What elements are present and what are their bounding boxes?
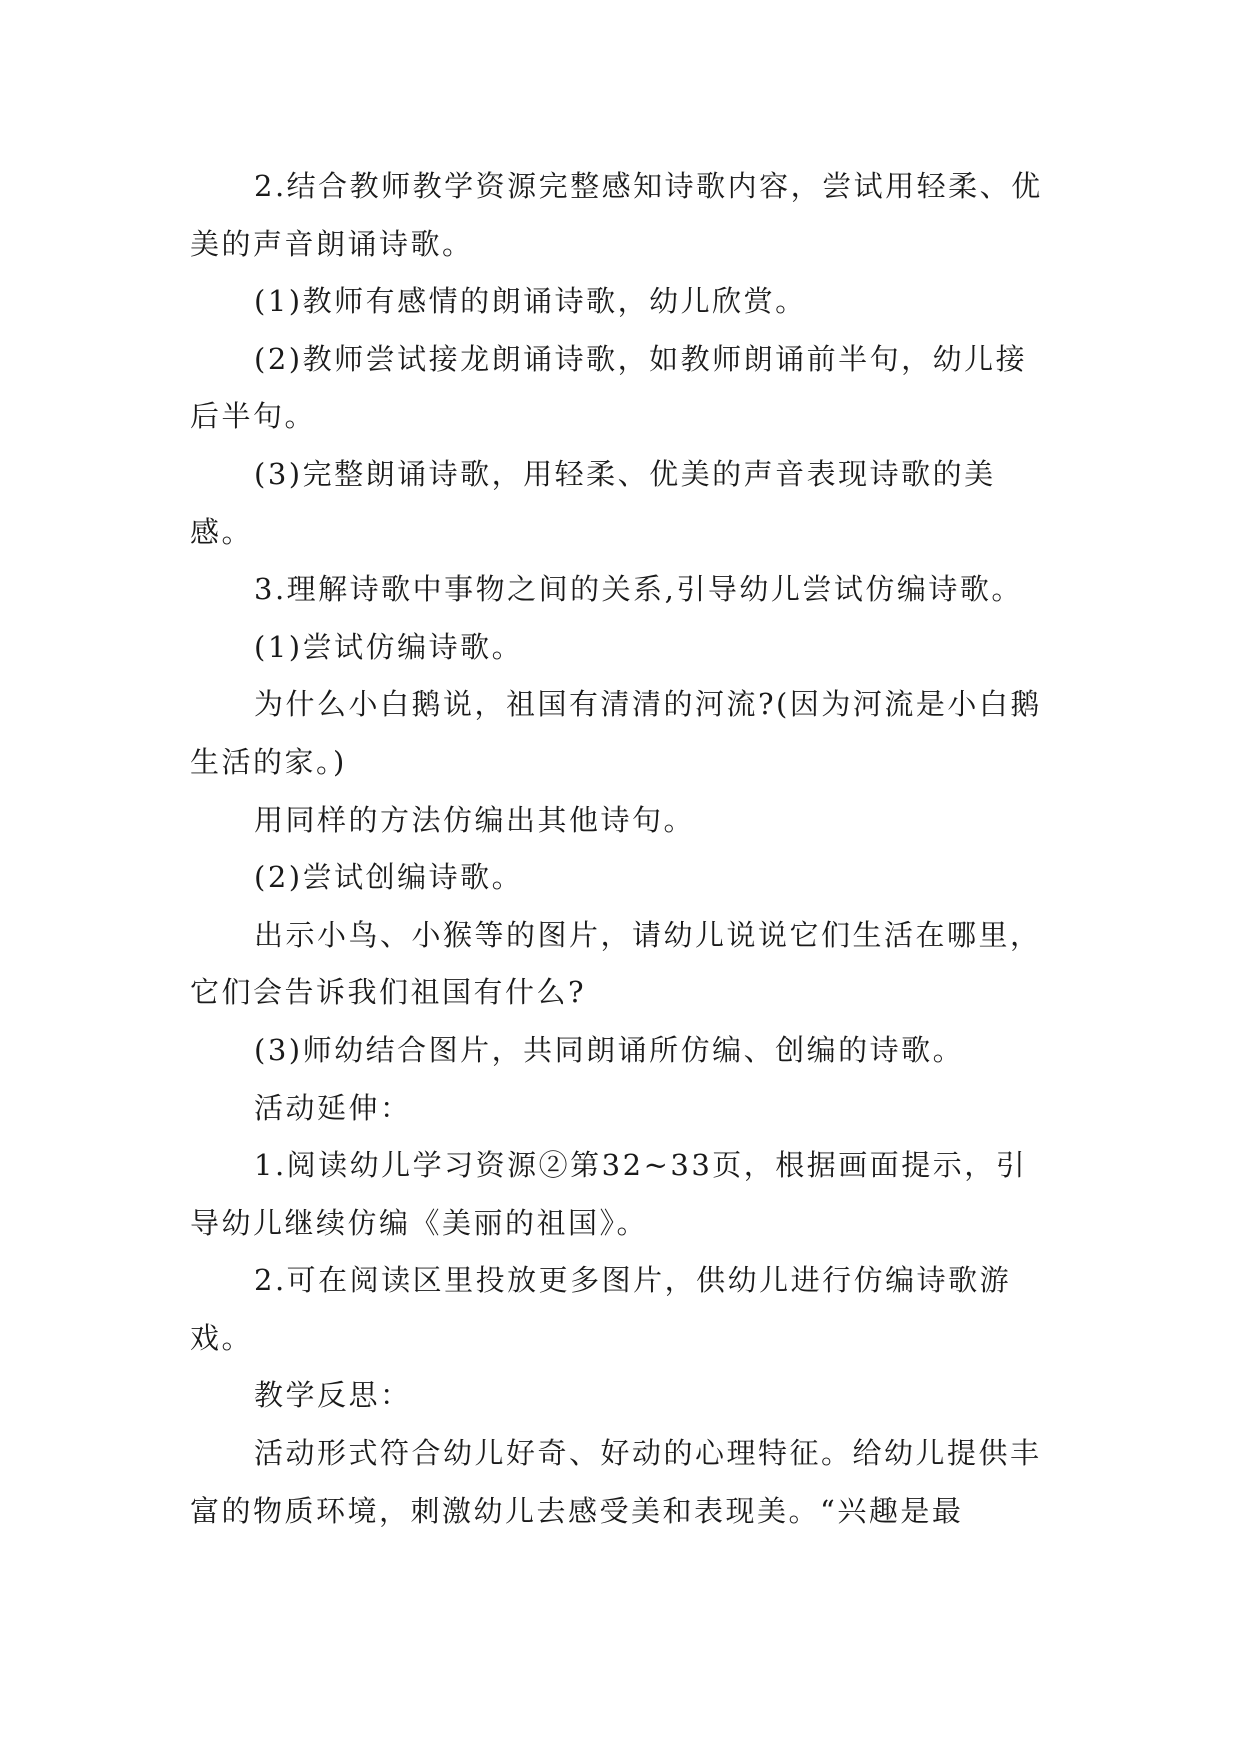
paragraph: 出示小鸟、小猴等的图片，请幼儿说说它们生活在哪里，它们会告诉我们祖国有什么? xyxy=(190,917,1042,1010)
paragraph: 用同样的方法仿编出其他诗句。 xyxy=(254,802,696,837)
paragraph: (1)尝试仿编诗歌。 xyxy=(254,629,524,664)
section-heading: 活动延伸： xyxy=(254,1090,412,1125)
paragraph: 活动形式符合幼儿好奇、好动的心理特征。给幼儿提供丰富的物质环境，刺激幼儿去感受美和表现美。“兴趣是最 xyxy=(190,1436,1042,1528)
paragraph: (2)教师尝试接龙朗诵诗歌，如教师朗诵前半句，幼儿接后半句。 xyxy=(190,341,1028,434)
paragraph: 2.结合教师教学资源完整感知诗歌内容，尝试用轻柔、优美的声音朗诵诗歌。 xyxy=(190,169,1043,261)
paragraph: (1)教师有感情的朗诵诗歌，幼儿欣赏。 xyxy=(254,284,807,319)
paragraph: (2)尝试创编诗歌。 xyxy=(254,860,524,895)
paragraph: (3)完整朗诵诗歌，用轻柔、优美的声音表现诗歌的美感。 xyxy=(190,456,996,549)
paragraph: 1.阅读幼儿学习资源②第32~33页，根据画面提示，引导幼儿继续仿编《美丽的祖国》。 xyxy=(190,1148,1028,1240)
section-heading: 教学反思： xyxy=(254,1378,412,1413)
paragraph: 2.可在阅读区里投放更多图片，供幼儿进行仿编诗歌游戏。 xyxy=(190,1263,1012,1355)
paragraph: 为什么小白鹅说，祖国有清清的河流?(因为河流是小白鹅生活的家。) xyxy=(190,687,1042,779)
paragraph: 3.理解诗歌中事物之间的关系,引导幼儿尝试仿编诗歌。 xyxy=(254,572,1023,607)
document-body xyxy=(190,158,1050,1540)
paragraph: (3)师幼结合图片，共同朗诵所仿编、创编的诗歌。 xyxy=(254,1032,965,1067)
